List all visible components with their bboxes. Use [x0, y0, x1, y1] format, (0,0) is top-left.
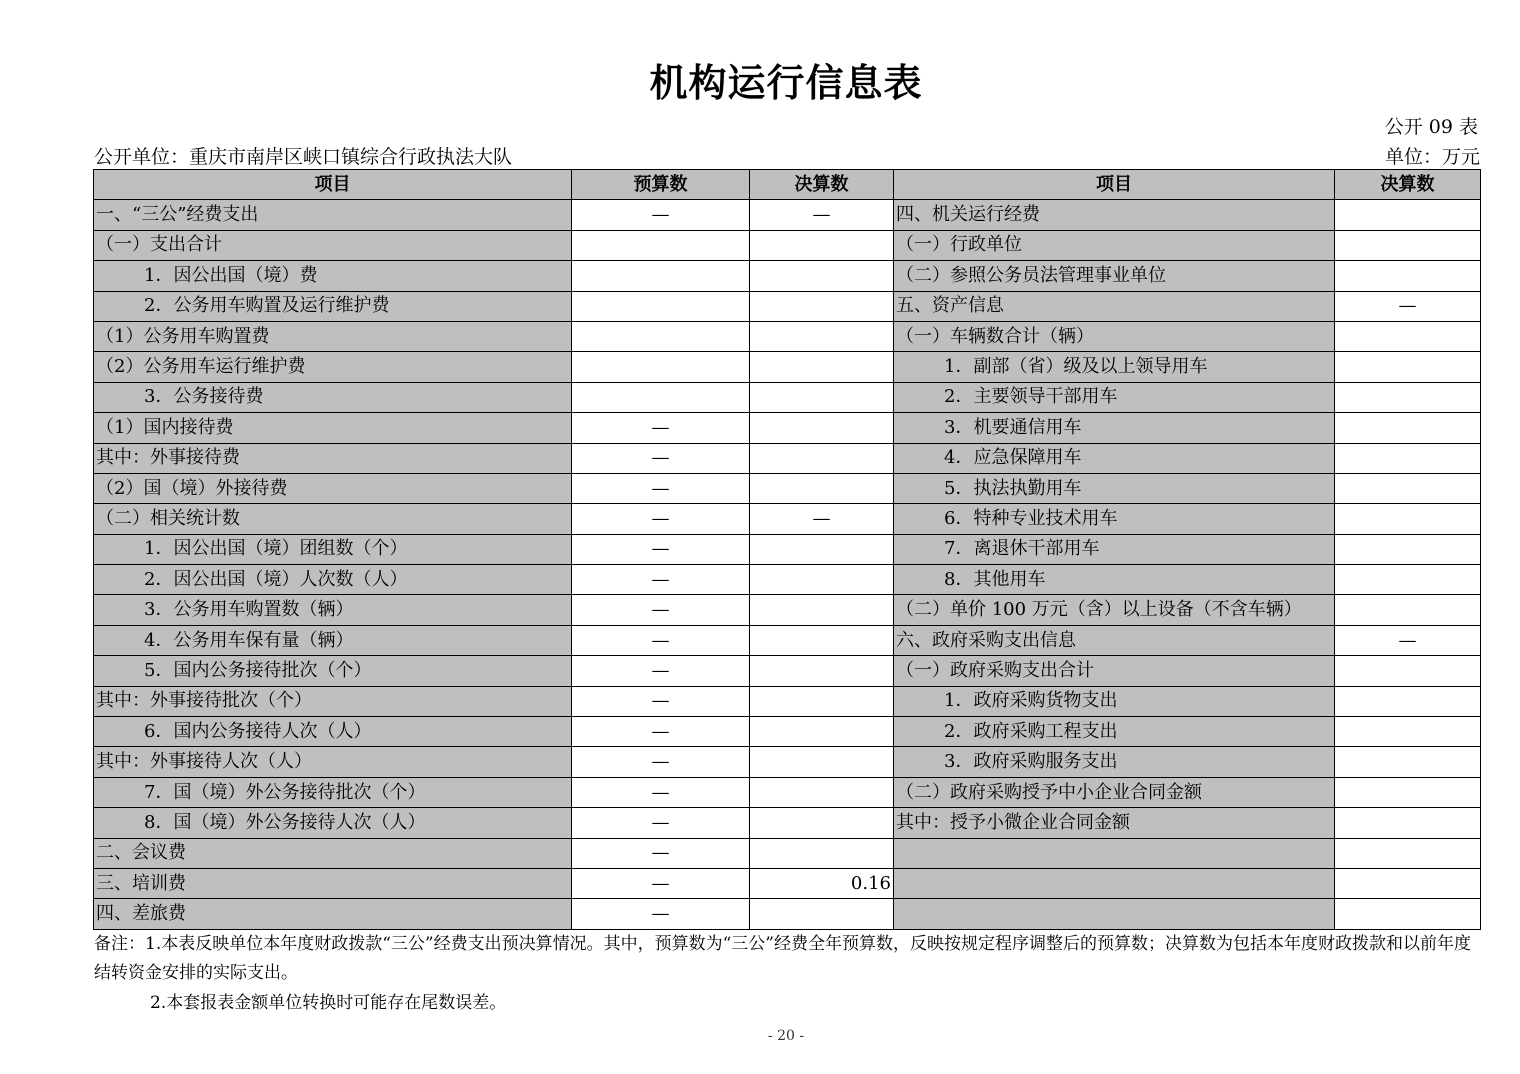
final-value [750, 534, 894, 564]
table-row [94, 504, 1481, 534]
table-row [94, 565, 1481, 595]
table-row [94, 868, 1481, 898]
table-row [94, 261, 1481, 291]
budget-value [572, 261, 750, 291]
budget-value [572, 352, 750, 382]
operation-info-table [93, 169, 1481, 930]
right-final-value [1335, 717, 1481, 747]
left-item: 5．国内公务接待批次（个） [94, 656, 572, 686]
final-value [750, 656, 894, 686]
right-item: 2．政府采购工程支出 [894, 717, 1335, 747]
right-final-value [1335, 352, 1481, 382]
right-final-value [1335, 230, 1481, 260]
right-final-value: — [1335, 291, 1481, 321]
col-header-right-final: 决算数 [1335, 170, 1481, 200]
right-item: 其中：授予小微企业合同金额 [894, 808, 1335, 838]
table-row [94, 686, 1481, 716]
left-item: （1）公务用车购置费 [94, 321, 572, 351]
left-item: （一）支出合计 [94, 230, 572, 260]
budget-value [572, 230, 750, 260]
header-info-row [94, 142, 1480, 168]
left-item: 其中：外事接待批次（个） [94, 686, 572, 716]
final-value [750, 747, 894, 777]
right-final-value [1335, 504, 1481, 534]
final-value [750, 595, 894, 625]
left-item: 7．国（境）外公务接待批次（个） [94, 777, 572, 807]
col-header-budget: 预算数 [572, 170, 750, 200]
table-header-row [94, 170, 1481, 200]
right-final-value [1335, 777, 1481, 807]
final-value [750, 473, 894, 503]
budget-value [572, 291, 750, 321]
footnote-1: 备注：1.本表反映单位本年度财政拨款“三公”经费支出预决算情况。其中，预算数为“三公”经费全年预算数，反映按规定程序调整后的预算数；决算数为包括本年度财政拨款和以前年度结转资金安排的实际支出。 [94, 934, 1471, 983]
right-final-value [1335, 686, 1481, 716]
page-number: - 20 - [767, 1028, 805, 1044]
table-row [94, 625, 1481, 655]
budget-value: — [572, 747, 750, 777]
budget-value: — [572, 625, 750, 655]
table-row [94, 200, 1481, 230]
col-header-final: 决算数 [750, 170, 894, 200]
right-final-value [1335, 443, 1481, 473]
budget-value: — [572, 413, 750, 443]
budget-value: — [572, 473, 750, 503]
right-final-value [1335, 808, 1481, 838]
table-row [94, 595, 1481, 625]
publishing-unit: 公开单位：重庆市南岸区峡口镇综合行政执法大队 [94, 146, 513, 168]
left-item: 四、差旅费 [94, 899, 572, 929]
budget-value: — [572, 534, 750, 564]
right-item: 1．副部（省）级及以上领导用车 [894, 352, 1335, 382]
final-value [750, 899, 894, 929]
budget-value: — [572, 868, 750, 898]
right-item [894, 899, 1335, 929]
table-row [94, 443, 1481, 473]
final-value [750, 838, 894, 868]
final-value [750, 291, 894, 321]
right-final-value [1335, 200, 1481, 230]
left-item: 3．公务用车购置数（辆） [94, 595, 572, 625]
right-item: 3．机要通信用车 [894, 413, 1335, 443]
budget-value [572, 321, 750, 351]
right-item: 3．政府采购服务支出 [894, 747, 1335, 777]
budget-value: — [572, 717, 750, 747]
left-item: 1．因公出国（境）费 [94, 261, 572, 291]
right-final-value [1335, 534, 1481, 564]
budget-value: — [572, 504, 750, 534]
right-item: 4．应急保障用车 [894, 443, 1335, 473]
budget-value: — [572, 899, 750, 929]
budget-value: — [572, 777, 750, 807]
right-final-value [1335, 473, 1481, 503]
right-item: 五、资产信息 [894, 291, 1335, 321]
right-item: （二）政府采购授予中小企业合同金额 [894, 777, 1335, 807]
left-item: 6．国内公务接待人次（人） [94, 717, 572, 747]
right-item: （一）行政单位 [894, 230, 1335, 260]
right-final-value [1335, 868, 1481, 898]
table-row [94, 321, 1481, 351]
col-header-left-item: 项目 [94, 170, 572, 200]
right-item: 8．其他用车 [894, 565, 1335, 595]
left-item: 其中：外事接待费 [94, 443, 572, 473]
right-final-value [1335, 747, 1481, 777]
currency-unit: 单位：万元 [1384, 146, 1480, 168]
final-value [750, 565, 894, 595]
right-item: 7．离退休干部用车 [894, 534, 1335, 564]
final-value [750, 686, 894, 716]
budget-value [572, 382, 750, 412]
right-final-value [1335, 595, 1481, 625]
right-final-value: — [1335, 625, 1481, 655]
table-row [94, 352, 1481, 382]
table-row [94, 747, 1481, 777]
table-row [94, 808, 1481, 838]
footnote-2: 2.本套报表金额单位转换时可能存在尾数误差。 [150, 993, 507, 1013]
budget-value: — [572, 443, 750, 473]
left-item: 8．国（境）外公务接待人次（人） [94, 808, 572, 838]
right-item: 2．主要领导干部用车 [894, 382, 1335, 412]
final-value [750, 413, 894, 443]
right-final-value [1335, 413, 1481, 443]
final-value: — [750, 504, 894, 534]
right-final-value [1335, 838, 1481, 868]
final-value: — [750, 200, 894, 230]
budget-value: — [572, 565, 750, 595]
left-item: 4．公务用车保有量（辆） [94, 625, 572, 655]
final-value [750, 808, 894, 838]
left-item: 1．因公出国（境）团组数（个） [94, 534, 572, 564]
right-final-value [1335, 565, 1481, 595]
right-item [894, 838, 1335, 868]
left-item: （2）公务用车运行维护费 [94, 352, 572, 382]
left-item: 三、培训费 [94, 868, 572, 898]
right-final-value [1335, 656, 1481, 686]
right-item [894, 868, 1335, 898]
left-item: 3．公务接待费 [94, 382, 572, 412]
right-item: 1．政府采购货物支出 [894, 686, 1335, 716]
left-item: （二）相关统计数 [94, 504, 572, 534]
final-value [750, 443, 894, 473]
form-number: 公开 09 表 [1384, 116, 1478, 138]
right-item: 6．特种专业技术用车 [894, 504, 1335, 534]
right-final-value [1335, 899, 1481, 929]
left-item: （2）国（境）外接待费 [94, 473, 572, 503]
right-item: （二）单价 100 万元（含）以上设备（不含车辆） [894, 595, 1335, 625]
budget-value: — [572, 200, 750, 230]
budget-value: — [572, 595, 750, 625]
right-final-value [1335, 321, 1481, 351]
table-row [94, 473, 1481, 503]
right-item: （一）政府采购支出合计 [894, 656, 1335, 686]
final-value [750, 382, 894, 412]
right-final-value [1335, 261, 1481, 291]
budget-value: — [572, 838, 750, 868]
final-value [750, 625, 894, 655]
budget-value: — [572, 808, 750, 838]
final-value: 0.16 [750, 868, 894, 898]
right-item: 5．执法执勤用车 [894, 473, 1335, 503]
left-item: （1）国内接待费 [94, 413, 572, 443]
left-item: 一、“三公”经费支出 [94, 200, 572, 230]
right-item: 四、机关运行经费 [894, 200, 1335, 230]
table-row [94, 230, 1481, 260]
budget-value: — [572, 686, 750, 716]
final-value [750, 717, 894, 747]
right-item: 六、政府采购支出信息 [894, 625, 1335, 655]
table-row [94, 291, 1481, 321]
final-value [750, 352, 894, 382]
left-item: 2．公务用车购置及运行维护费 [94, 291, 572, 321]
left-item: 二、会议费 [94, 838, 572, 868]
right-item: （一）车辆数合计（辆） [894, 321, 1335, 351]
table-row [94, 656, 1481, 686]
budget-value: — [572, 656, 750, 686]
table-row [94, 413, 1481, 443]
left-item: 2．因公出国（境）人次数（人） [94, 565, 572, 595]
table-row [94, 717, 1481, 747]
table-row [94, 777, 1481, 807]
right-item: （二）参照公务员法管理事业单位 [894, 261, 1335, 291]
left-item: 其中：外事接待人次（人） [94, 747, 572, 777]
col-header-right-item: 项目 [894, 170, 1335, 200]
page-title: 机构运行信息表 [649, 61, 923, 105]
final-value [750, 321, 894, 351]
table-row [94, 382, 1481, 412]
right-final-value [1335, 382, 1481, 412]
final-value [750, 230, 894, 260]
table-row [94, 838, 1481, 868]
table-row [94, 534, 1481, 564]
final-value [750, 777, 894, 807]
final-value [750, 261, 894, 291]
table-row [94, 899, 1481, 929]
